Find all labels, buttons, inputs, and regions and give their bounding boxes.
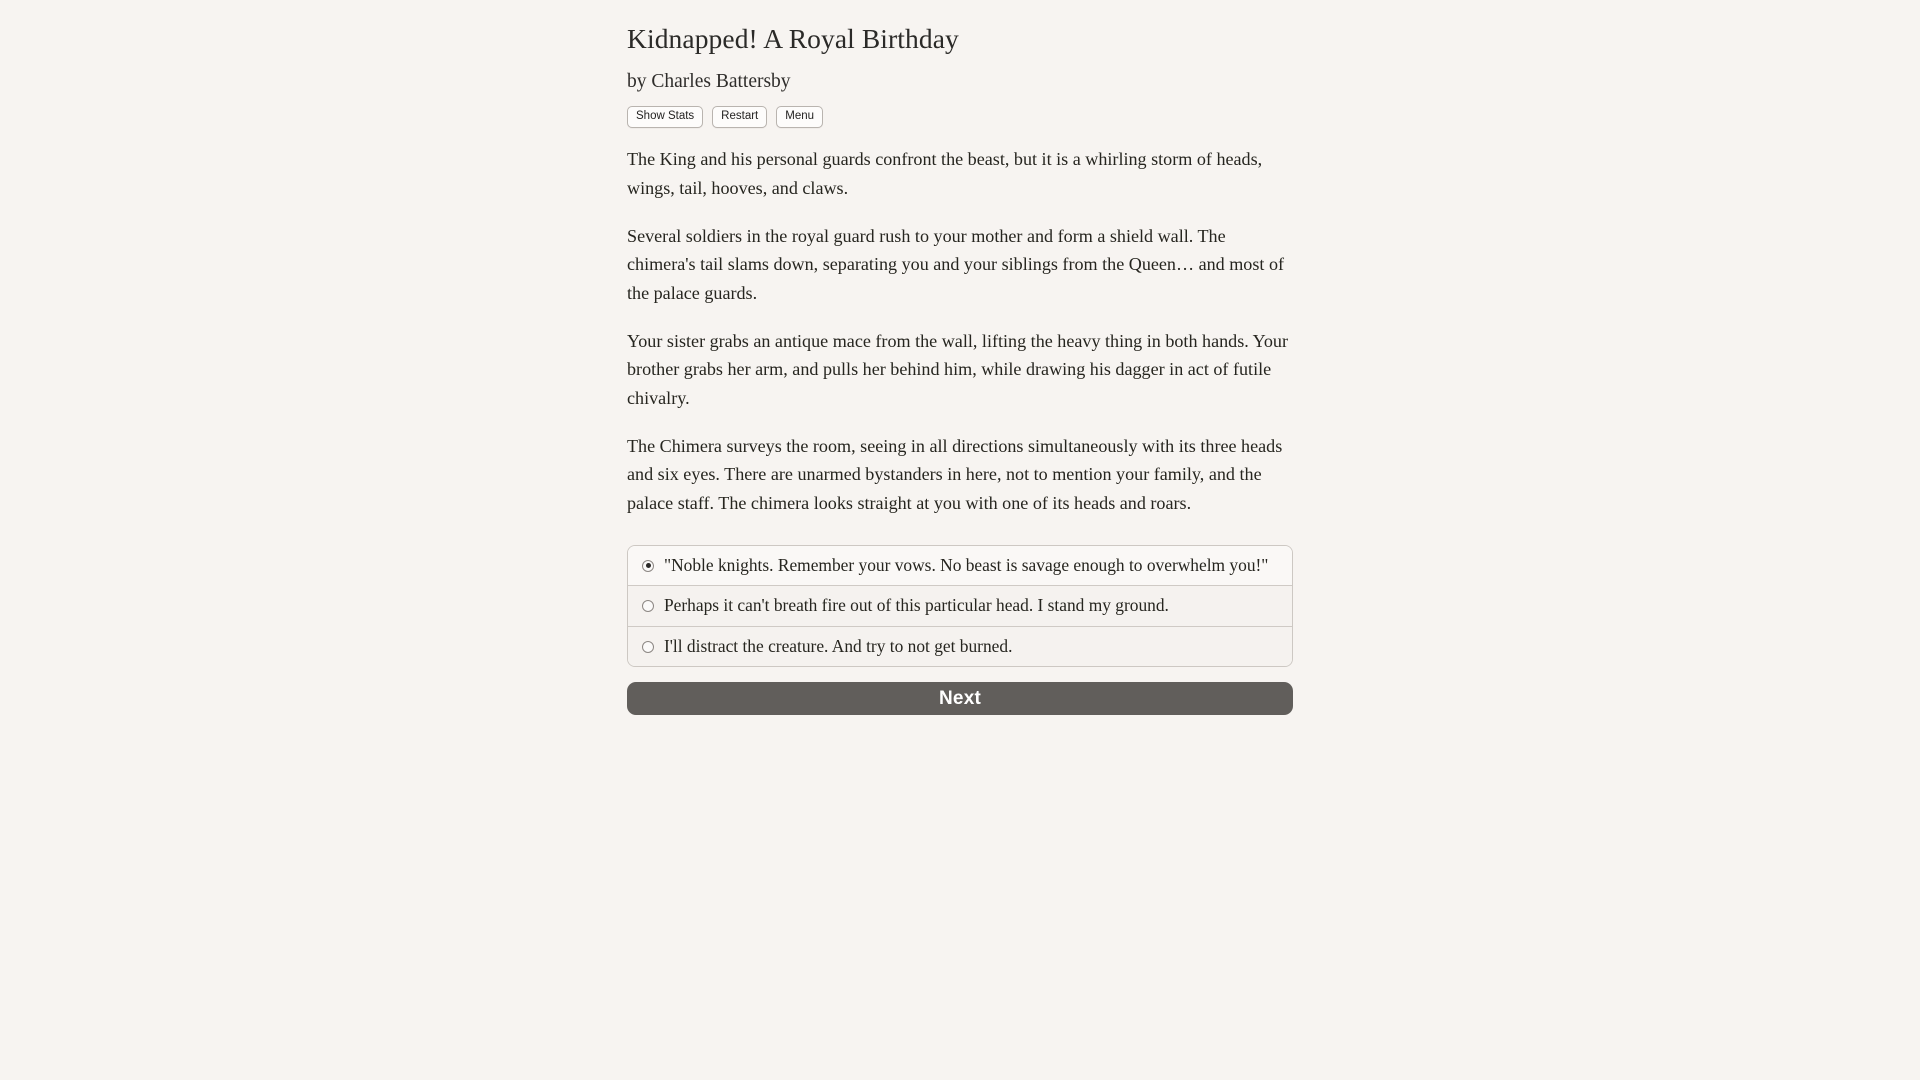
choice-label: "Noble knights. Remember your vows. No beast is savage enough to overwhelm you!" [664, 554, 1269, 575]
choice-option[interactable] [628, 585, 1292, 625]
game-container [627, 0, 1293, 715]
story-text [627, 145, 1293, 517]
radio-button-icon[interactable] [642, 600, 654, 612]
page-title: Kidnapped! A Royal Birthday [627, 23, 959, 54]
story-paragraph: Several soldiers in the royal guard rush to your mother and form a shield wall. The chimera's tail slams down, separating you and your siblings from the Queen… and most of the palace guards. [627, 225, 1285, 304]
story-paragraph: The King and his personal guards confront the beast, but it is a whirling storm of heads, wings, tail, hooves, and claws. [627, 149, 1263, 199]
toolbar [627, 106, 1293, 129]
story-paragraph: Your sister grabs an antique mace from the wall, lifting the heavy thing in both hands. Your brother grabs her arm, and pulls her behind him, while drawing his dagger in act of futile chivalry. [627, 330, 1288, 409]
choice-option[interactable] [628, 626, 1292, 666]
choice-list [627, 545, 1293, 667]
choice-label: I'll distract the creature. And try to not get burned. [664, 635, 1013, 656]
menu-button[interactable]: Menu [776, 106, 823, 129]
show-stats-button[interactable]: Show Stats [627, 106, 703, 129]
radio-button-icon[interactable] [642, 641, 654, 653]
next-button[interactable]: Next [627, 682, 1293, 715]
radio-button-icon[interactable] [642, 560, 654, 572]
restart-button[interactable]: Restart [712, 106, 767, 129]
choice-label: Perhaps it can't breath fire out of this particular head. I stand my ground. [664, 595, 1169, 616]
story-paragraph: The Chimera surveys the room, seeing in all directions simultaneously with its three heads and six eyes. There are unarmed bystanders in here, not to mention your family, and the palace staff. The chimera looks straight at you with one of its heads and roars. [627, 435, 1283, 514]
choice-option[interactable] [628, 546, 1292, 585]
author-byline: by Charles Battersby [627, 70, 791, 92]
